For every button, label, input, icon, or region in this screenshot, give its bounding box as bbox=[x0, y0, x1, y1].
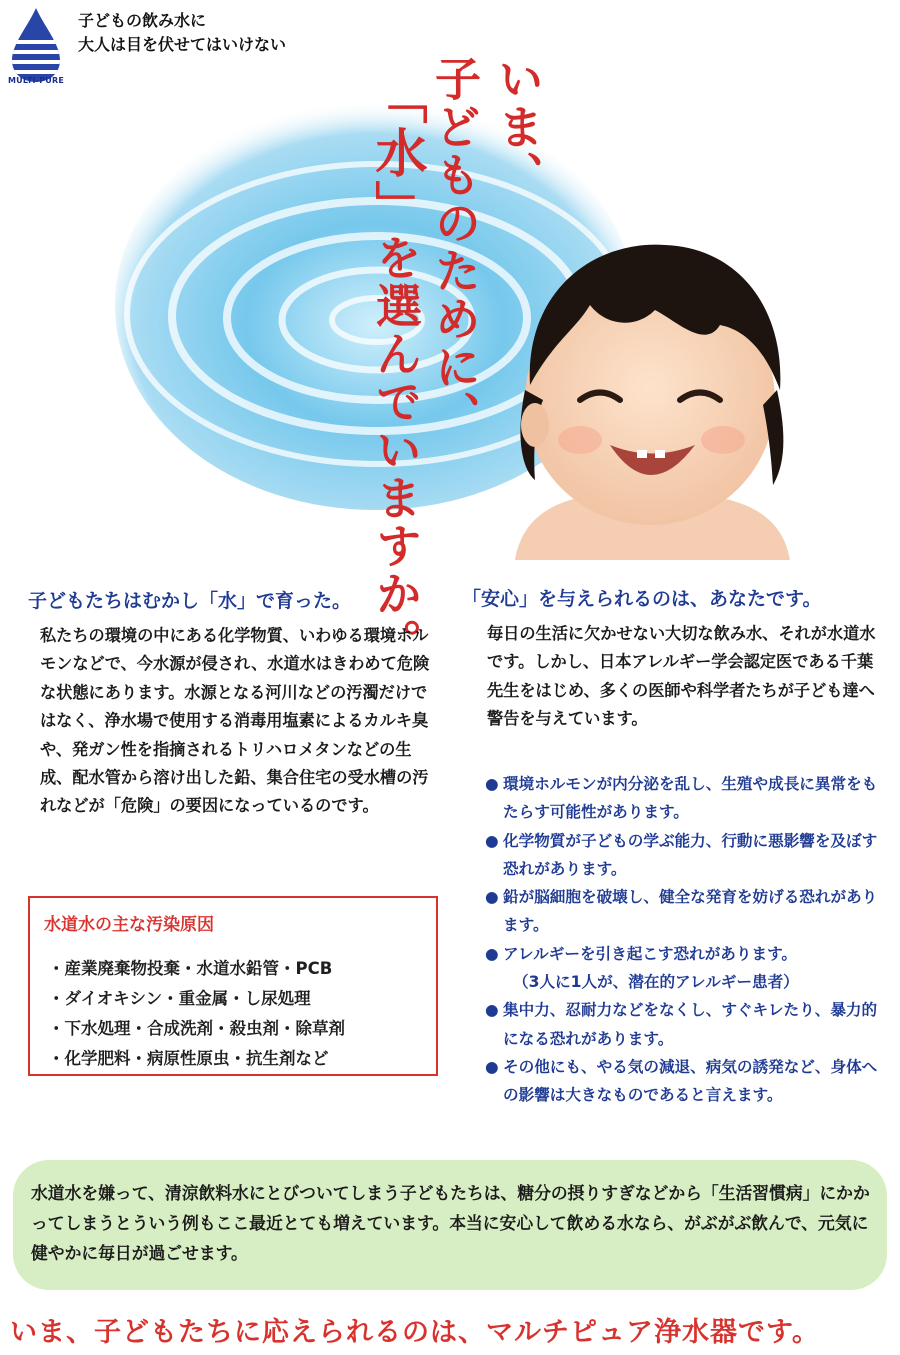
headline-column-3 bbox=[366, 72, 426, 666]
bullet-dot-icon: ● bbox=[485, 888, 499, 907]
left-section-heading: 子どもたちはむかし「水」で育った。 bbox=[28, 590, 352, 612]
list-item: ・下水処理・合成洗剤・殺虫剤・除草剤 bbox=[48, 1019, 345, 1038]
lifestyle-disease-banner bbox=[13, 1160, 887, 1290]
smiling-baby-image bbox=[495, 200, 795, 560]
list-item bbox=[485, 883, 885, 940]
list-item: ・産業廃棄物投棄・水道水鉛管・PCB bbox=[48, 959, 333, 978]
list-item bbox=[485, 996, 885, 1053]
headline-mizu-quote: 「水」 bbox=[366, 72, 426, 234]
right-section-body: 毎日の生活に欠かせない大切な飲み水、それが水道水です。しかし、日本アレルギー学会認定医である千葉先生をはじめ、多くの医師や科学者たちが子ども達へ警告を与えています。 bbox=[487, 624, 876, 729]
list-item bbox=[485, 940, 885, 997]
list-item bbox=[485, 1053, 885, 1110]
list-item bbox=[485, 770, 885, 827]
warning-text: アレルギーを引き起こす恐れがあります。 bbox=[503, 944, 798, 963]
left-section-body: 私たちの環境の中にある化学物質、いわゆる環境ホルモンなどで、今水源が侵され、水道水はきわめて危険な状態にあります。水源となる河川などの汚濁だけではなく、浄水場で使用する消毒用塩素によるカルキ臭や、発ガン性を指摘されるトリハロメタンなどの生成、配水管から溶け出した鉛、集合住宅の受水槽の汚れなどが「危険」の要因になっているのです。 bbox=[40, 626, 430, 816]
bullet-dot-icon: ● bbox=[485, 775, 499, 793]
bullet-dot-icon: ● bbox=[485, 831, 499, 850]
tagline-line-2: 大人は目を伏せてはいけない bbox=[78, 35, 287, 54]
list-item: ・ダイオキシン・重金属・し尿処理 bbox=[48, 989, 311, 1008]
bullet-dot-icon: ● bbox=[485, 944, 499, 963]
multi-pure-drop-logo-icon bbox=[8, 6, 64, 84]
warning-text: 鉛が脳細胞を破壊し、健全な発育を妨げる恐れがあります。 bbox=[503, 888, 878, 935]
warning-text: その他にも、やる気の減退、病気の誘発など、身体への影響は大きなものであると言えます。 bbox=[503, 1057, 878, 1105]
pollution-causes-list bbox=[48, 954, 345, 1074]
logo-text: MULTI-PURE bbox=[8, 76, 64, 85]
warning-note: （3人に1人が、潜在的アレルギー患者） bbox=[513, 973, 799, 992]
bullet-dot-icon: ● bbox=[485, 1001, 499, 1020]
right-section-heading: 「安心」を与えられるのは、あなたです。 bbox=[462, 588, 822, 610]
pollution-causes-title: 水道水の主な汚染原因 bbox=[44, 915, 214, 935]
tagline-line-1: 子どもの飲み水に bbox=[78, 11, 207, 30]
warning-text: 環境ホルモンが内分泌を乱し、生殖や成長に異常をもたらす可能性があります。 bbox=[503, 775, 878, 822]
footer-slogan: いま、子どもたちに応えられるのは、マルチピュア浄水器です。 bbox=[10, 1317, 820, 1348]
list-item bbox=[485, 827, 885, 884]
headline-column-1: いま、 bbox=[491, 55, 545, 199]
warning-text: 化学物質が子どもの学ぶ能力、行動に悪影響を及ぼす恐れがあります。 bbox=[503, 831, 878, 878]
banner-text: 水道水を嫌って、清涼飲料水にとびついてしまう子どもたちは、糖分の摂りすぎなどから「生活習慣病」にかかってしまうとういう例もここ最近とても増えています。本当に安心して飲める水なら、がぶがぶ飲んで、元気に健やかに毎日が過ごせます。 bbox=[31, 1183, 870, 1263]
headline-column-2: 子どものために、 bbox=[428, 55, 482, 439]
list-item: ・化学肥料・病原性原虫・抗生剤など bbox=[48, 1049, 329, 1068]
warning-text: 集中力、忍耐力などをなくし、すぐキレたり、暴力的になる恐れがあります。 bbox=[503, 1001, 878, 1048]
pollution-causes-box bbox=[28, 896, 438, 1076]
headline-column-3-rest: を選んでいますか。 bbox=[369, 234, 423, 666]
warning-list bbox=[485, 770, 885, 1110]
bullet-dot-icon: ● bbox=[485, 1057, 499, 1076]
